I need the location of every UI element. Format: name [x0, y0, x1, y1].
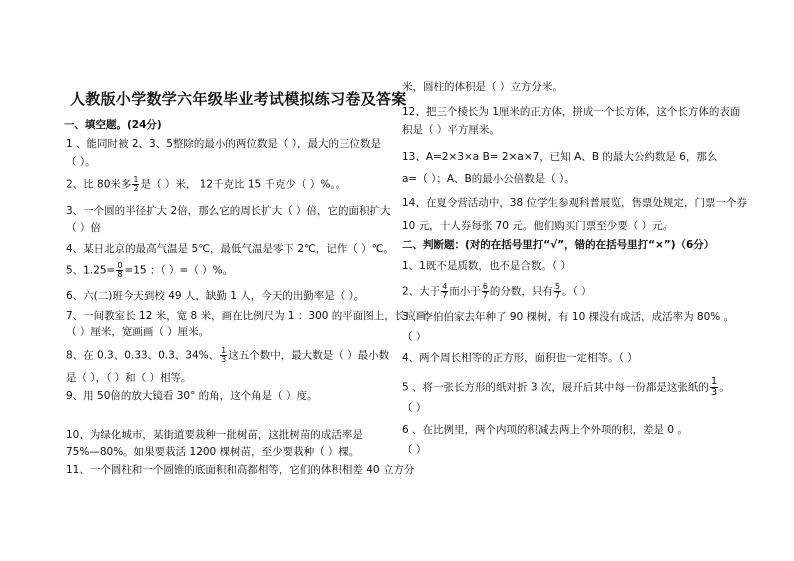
question-4: 4、某日北京的最高气温是 5℃，最低气温是零下 2℃，记作（ ）℃。	[66, 243, 394, 255]
question-10-cont: 75%—80%。如果要栽活 1200 棵树苗，至少要栽种（ ）棵。	[66, 446, 360, 458]
question-3: 3、一个圆的半径扩大 2倍，那么它的周长扩大（ ）倍，它的面积扩大	[66, 205, 391, 217]
question-7-cont: （ ）厘米，宽画画（ ）厘米。	[66, 326, 210, 338]
fraction-numerator: 4	[442, 282, 448, 291]
fraction-denominator: 2	[133, 184, 139, 193]
judge-6: 6 、在比例里，两个内项的积减去两上个外项的积，差是 0 。	[402, 424, 688, 436]
fraction-numerator: 5	[554, 282, 560, 291]
question-8-post: 这五个数中，最大数是（ ）最小数	[228, 349, 390, 362]
question-2-post: 是（ ）米， 12千克比 15 千克少（ ）%。。	[140, 178, 347, 191]
question-8-cont: 是（ ），（ ）和（ ）相等。	[66, 372, 192, 384]
fraction-one-third	[220, 347, 227, 364]
question-2-pre: 2、比 80米多	[66, 178, 132, 191]
judge-1: 1、1既不是质数，也不是合数。（ ）	[402, 260, 571, 272]
judge-2-mid2: 的分数，只有	[489, 285, 553, 298]
fraction-numerator: 1	[710, 376, 718, 387]
judge-4: 4、两个周长相等的正方形，面积也一定相等。（ ）	[402, 352, 638, 364]
question-13: 13、A=2×3×a B= 2×a×7，已知 A、B 的最大公约数是 6，那么	[402, 151, 718, 163]
fraction-numerator: 1	[221, 346, 227, 355]
judge-2-mid: 而小于	[449, 285, 481, 298]
fraction-four-sevenths	[441, 283, 448, 300]
section-judge-heading: 二、判断题：(对的在括号里打“√”，错的在括号里打“×”)（6分）	[402, 239, 715, 251]
judge-5	[402, 377, 730, 398]
question-1-cont: （ ）。	[66, 156, 96, 168]
fraction-one-half	[132, 176, 139, 193]
fraction-denominator: 7	[482, 291, 488, 300]
judge-3-cont: （ ）	[402, 331, 427, 343]
fraction-one-third-b	[710, 377, 718, 398]
fraction-denominator: 3	[710, 387, 718, 398]
question-14-cont: 10 元，十人券每张 70 元。他们购买门票至少要（ ）元。	[402, 220, 674, 232]
judge-2	[402, 283, 592, 300]
judge-5-pre: 5 、将一张长方形的纸对折 3 次，展开后其中每一份都是这张纸的	[402, 381, 709, 394]
question-8	[66, 347, 389, 364]
page-title: 人教版小学数学六年级毕业考试模拟练习卷及答案	[70, 90, 407, 108]
question-3-cont: （ ）倍	[66, 222, 101, 234]
question-14: 14、在夏令营活动中，38 位学生参观科普展览，售票处规定，门票一个券	[402, 197, 748, 209]
fraction-zero-over-eight	[116, 262, 123, 279]
fraction-denominator: 7	[554, 291, 560, 300]
fraction-numerator: 1	[133, 175, 139, 184]
question-9: 9、用 50倍的放大镜看 30° 的角，这个角是（ ）度。	[66, 390, 318, 402]
fraction-denominator: 3	[221, 355, 227, 364]
fraction-six-sevenths	[482, 283, 489, 300]
fraction-numerator: 0	[117, 261, 123, 270]
judge-5-cont: （ ）	[402, 402, 427, 414]
judge-2-post: 。（ ）	[561, 285, 592, 298]
question-2	[66, 176, 346, 193]
fraction-denominator: 7	[442, 291, 448, 300]
section-fill-in-heading: 一、填空题。(24分)	[64, 119, 162, 131]
question-13-cont: a=（ ）；A、B的最小公倍数是（ ）。	[402, 173, 575, 185]
question-5-post: =15 ：（ ）=（ ）%。	[124, 264, 234, 277]
fraction-denominator: 8	[117, 270, 123, 279]
question-5	[66, 262, 233, 279]
question-12: 12、把三个棱长为 1厘米的正方体，拼成一个长方体，这个长方体的表面	[402, 106, 741, 118]
question-5-pre: 5、1.25=	[66, 264, 116, 277]
question-11-cont: 米，圆柱的体积是（ ）立方分米。	[402, 81, 563, 93]
question-6: 6、六(二)班今天到校 49 人，缺勤 1 人，今天的出勤率是（ ）。	[66, 290, 365, 302]
question-8-pre: 8、在 0.3、0.33、0.3、34%、	[66, 349, 220, 362]
question-10: 10、为绿化城市，某街道要栽种一批树苗，这批树苗的成活率是	[66, 429, 363, 441]
judge-2-pre: 2、大于	[402, 285, 441, 298]
judge-6-cont: （ ）	[402, 444, 427, 456]
fraction-five-sevenths	[554, 283, 561, 300]
judge-3: 3 、李伯伯家去年种了 90 棵树，有 10 棵没有成活，成活率为 80% 。	[402, 311, 735, 323]
judge-5-post: 。	[719, 381, 730, 394]
question-7: 7、一间教室长 12 米，宽 8 米，画在比例尺为 1 ：300 的平面图上，长应画	[66, 310, 427, 322]
question-11: 11、一个圆柱和一个圆锥的底面积和高都相等，它们的体积相差 40 立方分	[66, 464, 415, 476]
question-1: 1 、能同时被 2、3、5整除的最小的两位数是（ ），最大的三位数是	[66, 138, 381, 150]
fraction-numerator: 6	[482, 282, 488, 291]
question-12-cont: 积是（ ）平方厘米。	[402, 124, 500, 136]
